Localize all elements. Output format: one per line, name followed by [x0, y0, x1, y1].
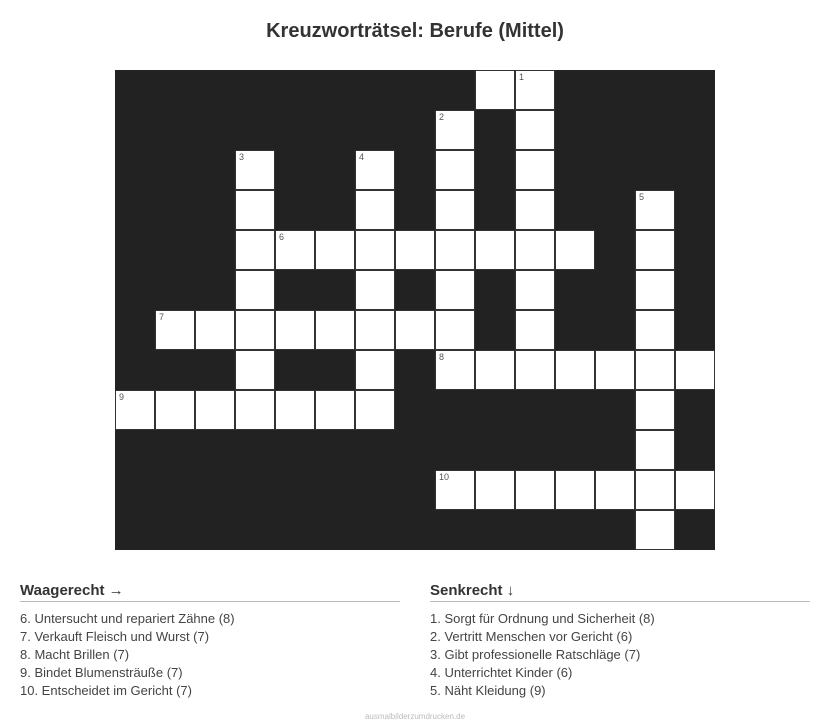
- grid-cell[interactable]: [395, 310, 435, 350]
- grid-cell[interactable]: [155, 310, 195, 350]
- grid-cell[interactable]: [235, 150, 275, 190]
- clue-number: 3: [239, 152, 245, 162]
- down-clue: 1. Sorgt für Ordnung und Sicherheit (8): [430, 611, 655, 626]
- footer-credit: ausmalbilderzumdrucken.de: [364, 712, 466, 721]
- down-heading: Senkrecht ↓: [430, 582, 810, 602]
- clue-number: 6: [279, 232, 285, 242]
- clue-number: 10: [439, 472, 450, 482]
- grid-cell[interactable]: [235, 190, 275, 230]
- grid-cell[interactable]: [515, 190, 555, 230]
- grid-cell[interactable]: [355, 270, 395, 310]
- down-clues: [430, 582, 810, 700]
- grid-cell[interactable]: [515, 270, 555, 310]
- grid-cell[interactable]: [395, 230, 435, 270]
- across-clue: 7. Verkauft Fleisch und Wurst (7): [20, 629, 210, 644]
- grid-cell[interactable]: [315, 310, 355, 350]
- clue-number: 7: [159, 312, 165, 322]
- grid-cell[interactable]: [235, 390, 275, 430]
- grid-cell[interactable]: [515, 150, 555, 190]
- grid-cell[interactable]: [195, 310, 235, 350]
- across-clue: 6. Untersucht und repariert Zähne (8): [20, 611, 235, 626]
- grid-cell[interactable]: [435, 190, 475, 230]
- down-clue: 2. Vertritt Menschen vor Gericht (6): [430, 629, 633, 644]
- grid-cell[interactable]: [475, 70, 515, 110]
- grid-cell[interactable]: [355, 390, 395, 430]
- clue-number: 1: [519, 72, 525, 82]
- grid-cell[interactable]: [435, 150, 475, 190]
- grid-cell[interactable]: [355, 310, 395, 350]
- grid-cell[interactable]: [515, 230, 555, 270]
- grid-cell[interactable]: [635, 350, 675, 390]
- page-title: Kreuzworträtsel: Berufe (Mittel): [266, 20, 564, 42]
- grid-cell[interactable]: [235, 350, 275, 390]
- grid-cell[interactable]: [515, 350, 555, 390]
- grid-cell[interactable]: [435, 110, 475, 150]
- clue-number: 9: [119, 392, 125, 402]
- grid-cell[interactable]: [555, 230, 595, 270]
- grid-cell[interactable]: [435, 350, 475, 390]
- grid-cell[interactable]: [355, 190, 395, 230]
- grid-cell[interactable]: [235, 310, 275, 350]
- grid-cell[interactable]: [675, 350, 715, 390]
- grid-cell[interactable]: [115, 390, 155, 430]
- grid-cell[interactable]: [675, 470, 715, 510]
- across-clue: 8. Macht Brillen (7): [20, 647, 130, 662]
- across-clue: 9. Bindet Blumensträuße (7): [20, 665, 183, 680]
- grid-cell[interactable]: [515, 310, 555, 350]
- across-heading: Waagerecht →: [20, 582, 400, 602]
- grid-cell[interactable]: [235, 270, 275, 310]
- grid-cell[interactable]: [435, 270, 475, 310]
- grid-cell[interactable]: [355, 150, 395, 190]
- grid-cell[interactable]: [635, 230, 675, 270]
- grid-cell[interactable]: [195, 390, 235, 430]
- grid-cell[interactable]: [155, 390, 195, 430]
- clue-number: 2: [439, 112, 445, 122]
- grid-cell[interactable]: [515, 470, 555, 510]
- grid-cell[interactable]: [515, 70, 555, 110]
- across-clues: [20, 582, 400, 700]
- grid-cell[interactable]: [555, 470, 595, 510]
- grid-cell[interactable]: [595, 470, 635, 510]
- grid-cell[interactable]: [635, 270, 675, 310]
- crossword-grid: [115, 70, 715, 550]
- grid-cell[interactable]: [635, 470, 675, 510]
- grid-cell[interactable]: [435, 310, 475, 350]
- across-clue: 10. Entscheidet im Gericht (7): [20, 683, 192, 698]
- grid-cell[interactable]: [435, 230, 475, 270]
- grid-cell[interactable]: [475, 470, 515, 510]
- grid-cell[interactable]: [515, 110, 555, 150]
- grid-cell[interactable]: [635, 430, 675, 470]
- grid-cell[interactable]: [555, 350, 595, 390]
- grid-cell[interactable]: [635, 310, 675, 350]
- grid-cell[interactable]: [355, 350, 395, 390]
- grid-cell[interactable]: [275, 390, 315, 430]
- grid-cell[interactable]: [235, 230, 275, 270]
- grid-cell[interactable]: [635, 190, 675, 230]
- grid-cell[interactable]: [475, 230, 515, 270]
- clue-number: 5: [639, 192, 645, 202]
- down-clue: 4. Unterrichtet Kinder (6): [430, 665, 573, 680]
- grid-cell[interactable]: [475, 350, 515, 390]
- grid-cell[interactable]: [635, 510, 675, 550]
- grid-cell[interactable]: [275, 230, 315, 270]
- grid-cell[interactable]: [435, 470, 475, 510]
- grid-cell[interactable]: [595, 350, 635, 390]
- grid-cell[interactable]: [635, 390, 675, 430]
- grid-cell[interactable]: [315, 230, 355, 270]
- clue-number: 8: [439, 352, 445, 362]
- grid-cell[interactable]: [355, 230, 395, 270]
- down-clue: 5. Näht Kleidung (9): [430, 683, 546, 698]
- grid-cell[interactable]: [315, 390, 355, 430]
- down-clue: 3. Gibt professionelle Ratschläge (7): [430, 647, 641, 662]
- clue-number: 4: [359, 152, 365, 162]
- grid-cell[interactable]: [275, 310, 315, 350]
